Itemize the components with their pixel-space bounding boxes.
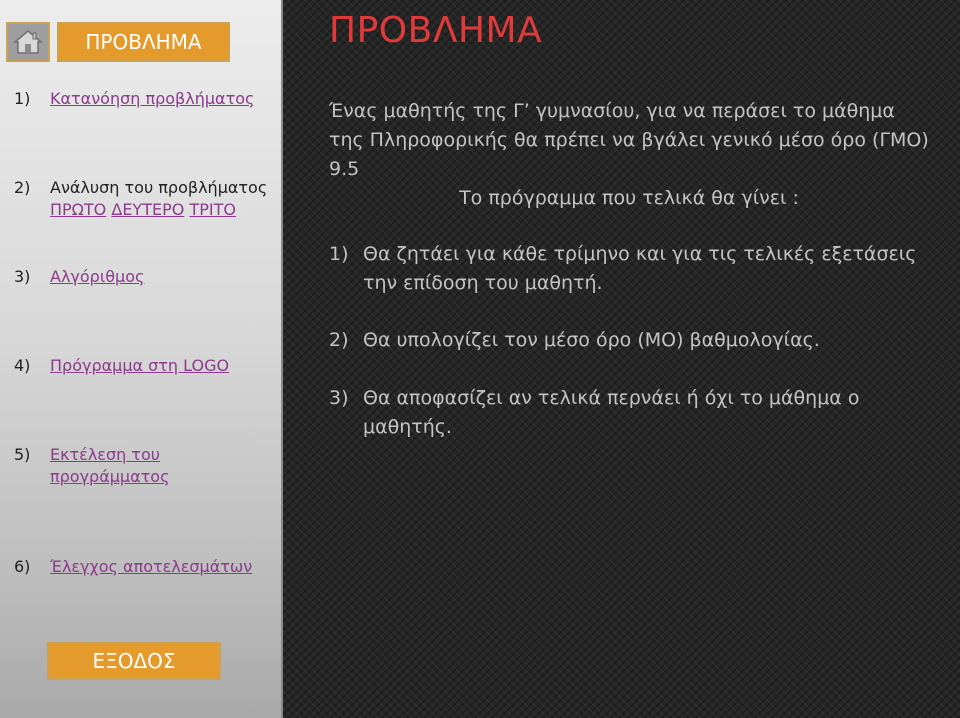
exit-label: ΕΞΟΔΟΣ — [92, 649, 176, 673]
nav-label-analysis: Ανάλυση του προβλήματος — [50, 178, 268, 197]
page-title: ΠΡΟΒΛΗΜΑ — [329, 10, 543, 51]
home-button[interactable] — [6, 22, 50, 62]
nav-number: 3) — [14, 267, 31, 286]
nav-item-understanding — [14, 88, 276, 110]
nav-item-results-check — [14, 556, 276, 578]
nav-link-execution[interactable]: Εκτέλεση του προγράμματος — [50, 445, 170, 486]
program-subtitle: Το πρόγραμμα που τελικά θα γίνει : — [459, 187, 799, 209]
point-text: Θα ζητάει για κάθε τρίμηνο και για τις τελικές εξετάσεις την επίδοση του μαθητή. — [363, 243, 917, 294]
nav-number: 6) — [14, 557, 31, 576]
nav-link-logo-program[interactable]: Πρόγραμμα στη LOGO — [50, 356, 230, 375]
nav-number: 5) — [14, 445, 31, 464]
nav-link-first[interactable]: ΠΡΩΤΟ — [50, 200, 107, 219]
point-3 — [329, 384, 929, 442]
problem-intro: Ένας μαθητής της Γ’ γυμνασίου, για να περάσει το μάθημα της Πληροφορικής θα πρέπει να βγάλει γενικό μέσο όρο (ΓΜΟ) 9.5 — [329, 100, 929, 180]
point-number: 2) — [329, 329, 349, 351]
nav-item-algorithm — [14, 266, 276, 288]
nav-number: 4) — [14, 356, 31, 375]
point-number: 1) — [329, 243, 349, 265]
nav-number: 1) — [14, 89, 31, 108]
sidebar — [0, 0, 283, 718]
nav-link-algorithm[interactable]: Αλγόριθμος — [50, 267, 145, 286]
nav-item-execution — [14, 444, 276, 488]
nav-analysis-group — [50, 177, 276, 221]
nav-number: 2) — [14, 178, 31, 197]
point-text: Θα υπολογίζει τον μέσο όρο (ΜΟ) βαθμολογίας. — [363, 329, 820, 351]
point-text: Θα αποφασίζει αν τελικά περνάει ή όχι το μάθημα ο μαθητής. — [363, 387, 860, 438]
nav-item-analysis — [14, 177, 276, 221]
point-2 — [329, 326, 929, 355]
point-1 — [329, 240, 929, 298]
point-number: 3) — [329, 387, 349, 409]
nav-link-third[interactable]: ΤΡΙΤΟ — [189, 200, 236, 219]
nav-link-second[interactable]: ΔΕΥΤΕΡΟ — [111, 200, 185, 219]
exit-button[interactable] — [47, 642, 221, 680]
nav-link-understanding[interactable]: Κατανόηση προβλήματος — [50, 89, 255, 108]
home-icon — [13, 29, 43, 55]
nav-item-logo-program — [14, 355, 276, 377]
problem-header-label: ΠΡΟΒΛΗΜΑ — [85, 30, 202, 54]
nav-link-results-check[interactable]: Έλεγχος αποτελεσμάτων — [50, 557, 253, 576]
problem-header-button[interactable] — [57, 22, 230, 62]
content-panel — [283, 0, 960, 718]
